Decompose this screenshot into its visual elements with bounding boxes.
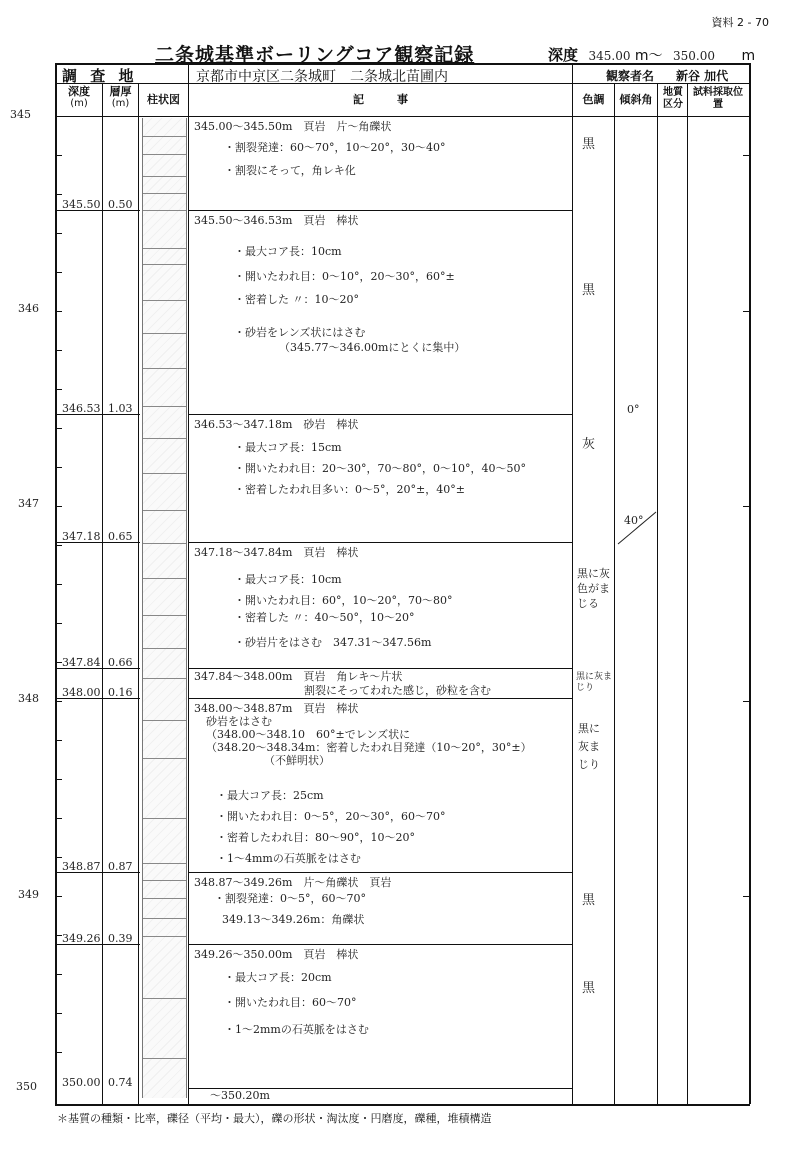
record-line: 347.84〜348.00m 頁岩 角レキ〜片状 (194, 670, 403, 683)
segment-boundary-2-record (188, 414, 572, 415)
dip-angle-mark (614, 510, 658, 546)
core-fracture (143, 473, 186, 474)
record-line: 348.87〜349.26m 片〜角礫状 頁岩 (194, 876, 392, 889)
record-line: ・1〜4mmの石英脈をはさむ (216, 852, 361, 865)
core-fracture (143, 510, 186, 511)
segment-thickness: 0.66 (108, 656, 133, 669)
segment-thickness: 0.16 (108, 686, 133, 699)
segment-record (194, 876, 391, 926)
core-fracture (143, 758, 186, 759)
footnote: ＊基質の種類・比率，礫径（平均・最大），礫の形状・淘汰度・円磨度，礫種，堆積構造 (57, 1112, 492, 1125)
core-fracture (143, 615, 186, 616)
depth-mark-346: 346 (18, 302, 39, 315)
header-sample: 試料採取位置 (693, 87, 743, 110)
segment-thickness: 1.03 (108, 402, 133, 415)
header-color: 色調 (582, 93, 605, 106)
record-line: ・最大コア長：15cm (234, 441, 342, 454)
tick (743, 896, 749, 897)
header-quality: 地質区分 (663, 87, 683, 110)
segment-thickness: 0.39 (108, 932, 133, 945)
record-line: ・開いたわれ目：20〜30°，70〜80°，0〜10°，40〜50° (234, 462, 526, 475)
segment-depth: 349.26 (62, 932, 101, 945)
record-line: 345.00〜345.50m 頁岩 片〜角礫状 (194, 120, 392, 133)
header-thickness-label: 層厚 (109, 85, 132, 98)
segment-record (194, 214, 465, 354)
segment-boundary-7-record (188, 944, 572, 945)
depth-mark-345: 345 (10, 108, 31, 121)
record-line: 砂岩をはさむ (206, 715, 272, 728)
record-line: ・割裂発達：0〜5°，60〜70° (214, 892, 366, 905)
footer-depth: 〜350.20m (210, 1089, 270, 1102)
record-line: ・開いたわれ目：0〜5°，20〜30°，60〜70° (216, 810, 446, 823)
header-depth (56, 86, 102, 110)
tick (56, 155, 62, 156)
record-line: ・砂岩をレンズ状にはさむ (234, 326, 366, 339)
header-row-border (55, 116, 750, 117)
record-line: ・割裂発達：60〜70°，10〜20°，30〜40° (224, 141, 446, 154)
record-line: （348.00〜348.10 60°±でレンズ状に (206, 728, 411, 741)
segment-record (194, 418, 526, 496)
core-fracture (143, 918, 186, 919)
tick (56, 545, 62, 546)
segment-thickness: 0.74 (108, 1076, 133, 1089)
tick (743, 155, 749, 156)
tick (56, 233, 62, 234)
header-record: 記 事 (353, 93, 408, 106)
segment-record (194, 546, 453, 649)
segment-boundary-3-record (188, 542, 572, 543)
core-fracture (143, 818, 186, 819)
segment-color: 黒 (582, 283, 596, 298)
depth-mark-349: 349 (18, 888, 39, 901)
core-fracture (143, 300, 186, 301)
segment-thickness: 0.87 (108, 860, 133, 873)
col-sep-color (614, 83, 615, 1104)
observer-label: 観察者名 (606, 69, 655, 83)
tick (56, 1013, 62, 1014)
tick (56, 701, 62, 702)
record-line: 348.00〜348.87m 頁岩 棒状 (194, 702, 359, 715)
core-fracture (143, 1058, 186, 1059)
tick (56, 467, 62, 468)
tick (743, 311, 749, 312)
segment-boundary-5-record (188, 698, 572, 699)
tick (56, 584, 62, 585)
record-line: 割裂にそってわれた感じ，砂粒を含む (304, 684, 491, 697)
segment-color: 黒 (582, 981, 596, 996)
header-dip: 傾斜角 (619, 93, 653, 106)
segment-color: 黒 (582, 893, 596, 908)
core-fracture (143, 678, 186, 679)
col-sep-dip (657, 83, 658, 1104)
core-fracture (143, 136, 186, 137)
segment-record (194, 702, 532, 865)
record-line: （345.77〜346.00mにとくに集中） (279, 341, 466, 354)
tick (56, 350, 62, 351)
record-line: （不鮮明状） (264, 754, 330, 767)
tick (56, 896, 62, 897)
col-sep-thickness (138, 83, 139, 1104)
depth-mark-347: 347 (18, 497, 39, 510)
segment-color: 黒 (582, 137, 596, 152)
core-fracture (143, 578, 186, 579)
record-line: ・砂岩片をはさむ 347.31〜347.56m (234, 636, 432, 649)
core-fracture (143, 863, 186, 864)
depth-mark-350: 350 (16, 1080, 37, 1093)
tick (56, 857, 62, 858)
table-bottom-border (55, 1104, 750, 1106)
segment-record (194, 948, 369, 1036)
segment-depth: 346.53 (62, 402, 101, 415)
core-fracture (143, 720, 186, 721)
tick (56, 779, 62, 780)
record-line: ・割裂にそって，角レキ化 (224, 164, 356, 177)
depth-range-from: 345.00 (588, 49, 631, 63)
core-fracture (143, 368, 186, 369)
tick (56, 818, 62, 819)
tick (56, 194, 62, 195)
record-line: ・開いたわれ目：0〜10°，20〜30°，60°± (234, 270, 455, 283)
segment-depth: 345.50 (62, 198, 101, 211)
core-fracture (143, 176, 186, 177)
record-line: 349.13〜349.26m：角礫状 (222, 913, 365, 926)
record-line: 345.50〜346.53m 頁岩 棒状 (194, 214, 359, 227)
core-fracture (143, 210, 186, 211)
page-ref: 資料 2 - 70 (711, 16, 769, 29)
tick (743, 701, 749, 702)
site-label: 調 査 地 (62, 67, 138, 85)
core-fracture (143, 648, 186, 649)
site-value: 京都市中京区二条城町 二条城北苗圃内 (196, 69, 448, 85)
core-fracture (143, 936, 186, 937)
col-sep-column (188, 63, 189, 1104)
tick (56, 740, 62, 741)
depth-range (548, 44, 755, 65)
segment-depth: 347.18 (62, 530, 101, 543)
depth-range-unit1: m〜 (634, 48, 663, 64)
record-line: ・最大コア長：10cm (234, 573, 342, 586)
depth-range-unit2: m (741, 48, 756, 64)
depth-range-to: 350.00 (673, 49, 716, 63)
header-depth-label: 深度 (68, 85, 90, 98)
col-sep-record (572, 63, 573, 1104)
core-column (142, 118, 187, 1098)
record-line: 347.18〜347.84m 頁岩 棒状 (194, 546, 359, 559)
page-title: 二条城基準ボーリングコア観察記録 (155, 44, 475, 66)
core-fracture (143, 406, 186, 407)
segment-record (194, 120, 445, 177)
segment-depth: 350.00 (62, 1076, 101, 1089)
core-fracture (143, 898, 186, 899)
header-depth-unit: (m) (70, 98, 88, 109)
segment-record (194, 670, 491, 697)
tick (56, 389, 62, 390)
record-line: ・密着したわれ目多い：0〜5°，20°±，40°± (234, 483, 465, 496)
record-line: ・開いたわれ目：60°，10〜20°，70〜80° (234, 594, 453, 607)
header-column: 柱状図 (147, 93, 180, 106)
record-line: 346.53〜347.18m 砂岩 棒状 (194, 418, 359, 431)
record-line: 349.26〜350.00m 頁岩 棒状 (194, 948, 359, 961)
tick (56, 506, 62, 507)
tick (56, 974, 62, 975)
col-sep-depth (102, 83, 103, 1104)
core-fracture (143, 248, 186, 249)
segment-depth: 347.84 (62, 656, 101, 669)
observer-value: 新谷 加代 (676, 69, 729, 83)
segment-color: 黒に灰まじり (578, 722, 600, 771)
tick (56, 1052, 62, 1053)
record-line: （348.20〜348.34m：密着したわれ目発達（10〜20°，30°±） (206, 741, 532, 754)
segment-boundary-4-record (188, 668, 572, 669)
depth-range-label: 深度 (548, 46, 579, 64)
depth-mark-348: 348 (18, 692, 39, 705)
segment-thickness: 0.65 (108, 530, 133, 543)
record-line: ・最大コア長：20cm (224, 971, 332, 984)
core-fracture (143, 880, 186, 881)
record-line: ・密着した 〃：40〜50°，10〜20° (234, 611, 415, 624)
record-line: ・開いたわれ目：60〜70° (224, 996, 357, 1009)
core-fracture (143, 264, 186, 265)
segment-depth: 348.00 (62, 686, 101, 699)
segment-boundary-1-record (188, 210, 572, 211)
segment-boundary-6-record (188, 872, 572, 873)
core-fracture (143, 154, 186, 155)
segment-thickness: 0.50 (108, 198, 133, 211)
core-fracture (143, 438, 186, 439)
record-line: ・密着した 〃：10〜20° (234, 293, 359, 306)
core-fracture (143, 998, 186, 999)
tick (56, 311, 62, 312)
segment-color: 灰 (582, 437, 596, 452)
record-line: ・最大コア長：10cm (234, 245, 342, 258)
tick (56, 272, 62, 273)
tick (743, 506, 749, 507)
record-line: ・1〜2mmの石英脈をはさむ (224, 1023, 369, 1036)
segment-depth: 348.87 (62, 860, 101, 873)
dip-value: 0° (627, 403, 640, 416)
tick (56, 623, 62, 624)
core-fracture (143, 193, 186, 194)
segment-color: 黒に灰色がまじる (577, 567, 610, 610)
header-thickness-unit: (m) (111, 98, 130, 109)
header-thickness (103, 86, 138, 110)
segment-color: 黒に灰まじり (576, 672, 613, 693)
dip-value: 40° (624, 514, 644, 527)
record-line: ・最大コア長：25cm (216, 789, 324, 802)
record-line: ・密着したわれ目：80〜90°，10〜20° (216, 831, 415, 844)
tick (56, 428, 62, 429)
core-fracture (143, 543, 186, 544)
core-fracture (143, 333, 186, 334)
table-right-border (749, 63, 751, 1104)
col-sep-quality (687, 83, 688, 1104)
